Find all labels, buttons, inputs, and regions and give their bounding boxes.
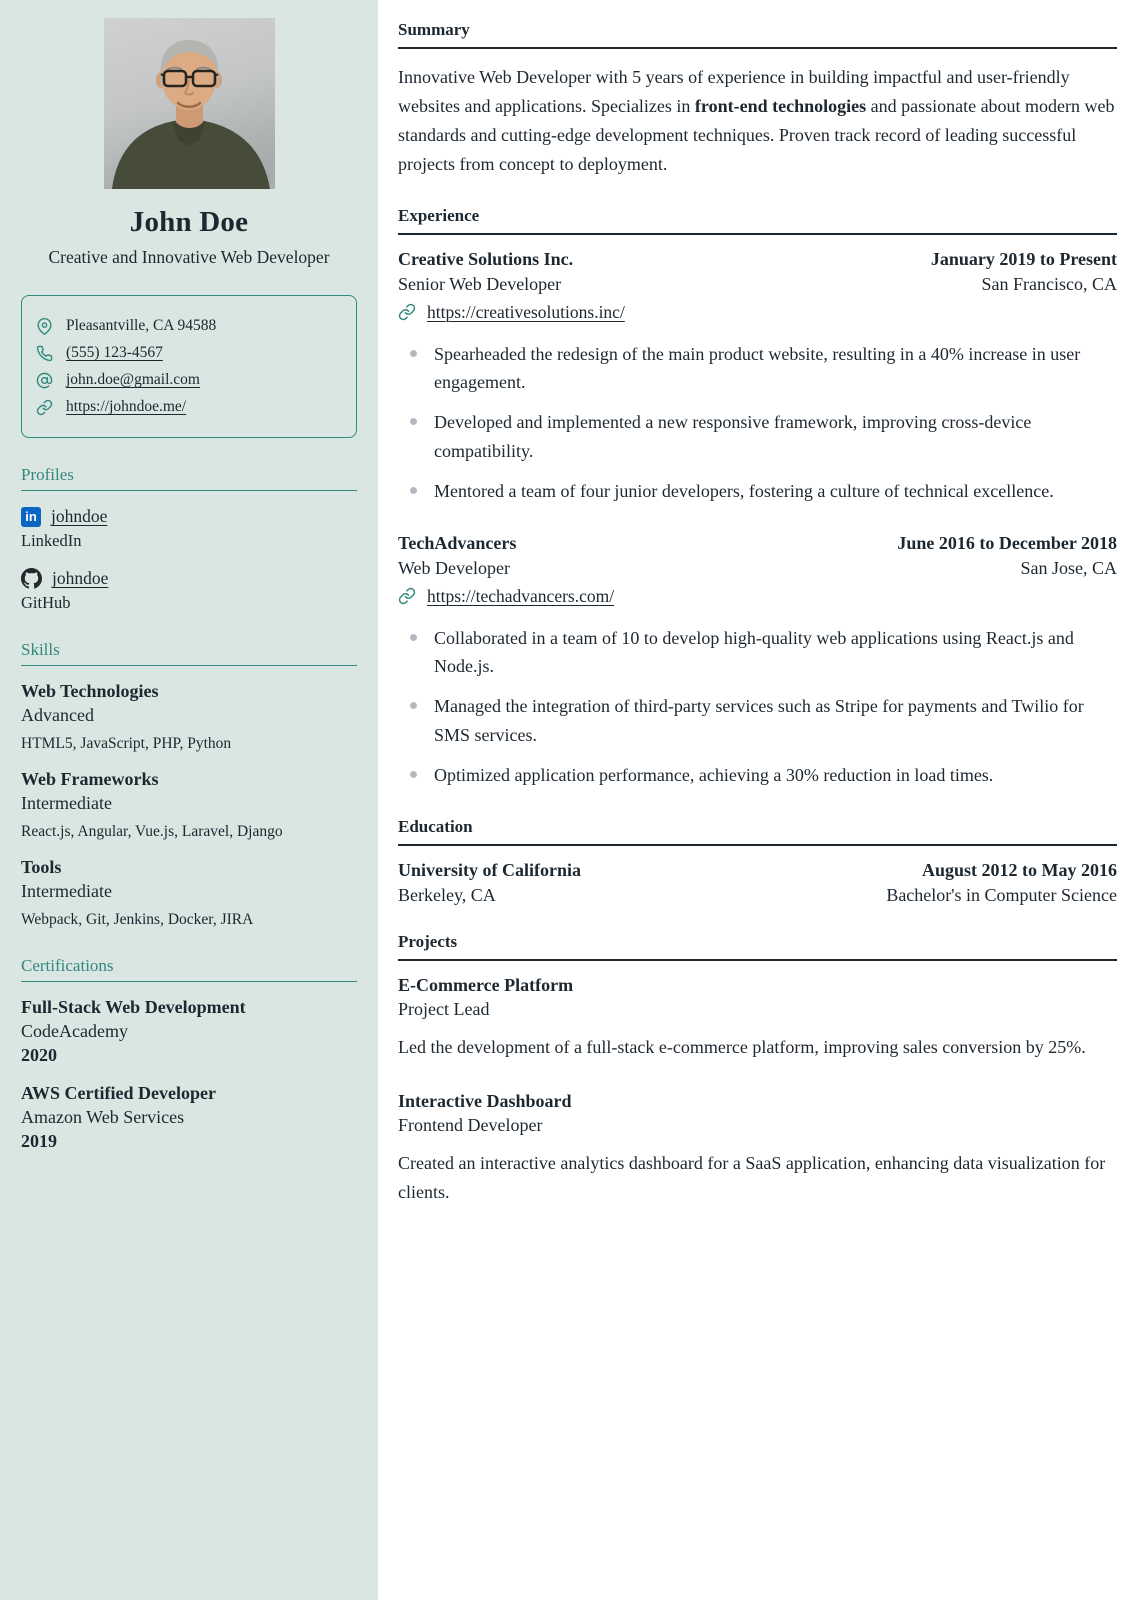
skill-level: Advanced xyxy=(21,705,94,726)
linkedin-icon: in xyxy=(21,507,41,527)
certification-name: AWS Certified Developer xyxy=(21,1083,216,1104)
company-url-link[interactable]: https://creativesolutions.inc/ xyxy=(427,301,625,322)
main-content xyxy=(378,0,1133,1600)
contact-email xyxy=(36,371,342,389)
skill-keywords: HTML5, JavaScript, PHP, Python xyxy=(21,735,232,753)
company-name: Creative Solutions Inc. xyxy=(398,248,574,269)
project-description: Created an interactive analytics dashboard for a SaaS application, enhancing data visualization for clients. xyxy=(398,1152,1106,1202)
experience-bullets xyxy=(398,624,1117,790)
profiles-heading: Profiles xyxy=(21,465,357,491)
skill-keywords: Webpack, Git, Jenkins, Docker, JIRA xyxy=(21,911,254,929)
projects-section xyxy=(398,932,1117,1207)
experience-bullet: Developed and implemented a new responsive framework, improving cross-device compatibility. xyxy=(398,408,1117,466)
experience-bullet: Mentored a team of four junior developers, fostering a culture of technical excellence. xyxy=(398,477,1117,506)
summary-bold-phrase: front-end technologies xyxy=(694,96,867,117)
contact-location xyxy=(36,317,342,335)
job-title: Senior Web Developer xyxy=(398,273,562,294)
date-range: January 2019 to Present xyxy=(930,248,1117,269)
experience-section xyxy=(398,206,1117,790)
experience-entry xyxy=(398,249,1117,506)
certifications-section xyxy=(21,956,357,1152)
projects-heading: Projects xyxy=(398,932,1117,961)
company-name: TechAdvancers xyxy=(398,532,517,553)
linkedin-username-link[interactable]: johndoe xyxy=(51,506,108,527)
map-pin-icon xyxy=(36,318,53,335)
experience-bullets xyxy=(398,340,1117,506)
sidebar xyxy=(0,0,378,1600)
date-range: August 2012 to May 2016 xyxy=(921,859,1117,880)
at-sign-icon xyxy=(36,372,53,389)
project-role: Project Lead xyxy=(398,998,490,1019)
summary-text xyxy=(398,63,1117,180)
link-icon xyxy=(36,399,53,416)
link-icon xyxy=(398,303,416,321)
education-entry xyxy=(398,860,1117,906)
experience-bullet: Spearheaded the redesign of the main product website, resulting in a 40% increase in user engagement. xyxy=(398,340,1117,398)
github-username-link[interactable]: johndoe xyxy=(52,568,109,589)
date-range: June 2016 to December 2018 xyxy=(897,532,1117,553)
skills-section xyxy=(21,640,357,929)
candidate-name: John Doe xyxy=(129,206,249,238)
company-url-link[interactable]: https://techadvancers.com/ xyxy=(427,585,615,606)
experience-bullet: Collaborated in a team of 10 to develop high-quality web applications using React.js and Node.js. xyxy=(398,624,1117,682)
education-heading: Education xyxy=(398,817,1117,846)
project-entry xyxy=(398,975,1117,1062)
experience-bullet: Optimized application performance, achieving a 30% reduction in load times. xyxy=(398,761,1117,790)
summary-heading: Summary xyxy=(398,20,1117,49)
github-icon xyxy=(21,568,42,589)
certification-year: 2019 xyxy=(21,1131,57,1152)
skill-item xyxy=(21,681,357,753)
profile-linkedin xyxy=(21,506,357,551)
degree: Bachelor's in Computer Science xyxy=(886,884,1117,905)
profile-github xyxy=(21,568,357,613)
profile-photo xyxy=(104,18,275,189)
job-location: San Francisco, CA xyxy=(981,273,1117,294)
summary-section xyxy=(398,20,1117,180)
skill-item xyxy=(21,769,357,841)
skill-item xyxy=(21,857,357,929)
skill-level: Intermediate xyxy=(21,881,112,902)
project-description: Led the development of a full-stack e-commerce platform, improving sales conversion by 25%. xyxy=(398,1036,1086,1057)
phone-icon xyxy=(36,345,53,362)
location-text: Pleasantville, CA 94588 xyxy=(66,317,217,335)
summary-text-part: Innovative Web Developer with 5 years of experience in building impactful and user-friendly websites and applications. Specializes in xyxy=(398,67,1070,117)
skill-name: Tools xyxy=(21,857,62,878)
contact-website xyxy=(36,398,342,416)
certifications-heading: Certifications xyxy=(21,956,357,982)
job-title: Web Developer xyxy=(398,557,510,578)
certification-name: Full-Stack Web Development xyxy=(21,997,246,1018)
certification-item xyxy=(21,1083,357,1152)
email-link[interactable]: john.doe@gmail.com xyxy=(66,371,200,389)
link-icon xyxy=(398,587,416,605)
github-network-label: GitHub xyxy=(21,593,71,613)
summary-text-part: and passionate about modern web standards and cutting-edge development techniques. Proven track record of leading successful projects from concept to deployment. xyxy=(398,96,1115,175)
school-name: University of California xyxy=(398,859,581,880)
profiles-section xyxy=(21,465,357,613)
experience-heading: Experience xyxy=(398,206,1117,235)
education-section xyxy=(398,817,1117,906)
experience-entry xyxy=(398,533,1117,790)
certification-issuer: Amazon Web Services xyxy=(21,1107,185,1128)
website-link[interactable]: https://johndoe.me/ xyxy=(66,398,187,416)
skills-heading: Skills xyxy=(21,640,357,666)
candidate-title: Creative and Innovative Web Developer xyxy=(48,247,330,267)
experience-bullet: Managed the integration of third-party services such as Stripe for payments and Twilio for SMS services. xyxy=(398,692,1117,750)
project-role: Frontend Developer xyxy=(398,1114,543,1135)
job-location: San Jose, CA xyxy=(1020,557,1117,578)
school-location: Berkeley, CA xyxy=(398,884,496,905)
skill-keywords: React.js, Angular, Vue.js, Laravel, Django xyxy=(21,823,283,841)
project-name: Interactive Dashboard xyxy=(398,1090,572,1111)
project-name: E-Commerce Platform xyxy=(398,974,574,995)
skill-name: Web Technologies xyxy=(21,681,159,702)
phone-link[interactable]: (555) 123-4567 xyxy=(66,344,163,362)
certification-year: 2020 xyxy=(21,1045,57,1066)
skill-level: Intermediate xyxy=(21,793,112,814)
certification-item xyxy=(21,997,357,1066)
certification-issuer: CodeAcademy xyxy=(21,1021,128,1042)
skill-name: Web Frameworks xyxy=(21,769,159,790)
project-entry xyxy=(398,1091,1117,1207)
contact-card xyxy=(21,295,357,438)
linkedin-network-label: LinkedIn xyxy=(21,531,82,551)
contact-phone xyxy=(36,344,342,362)
